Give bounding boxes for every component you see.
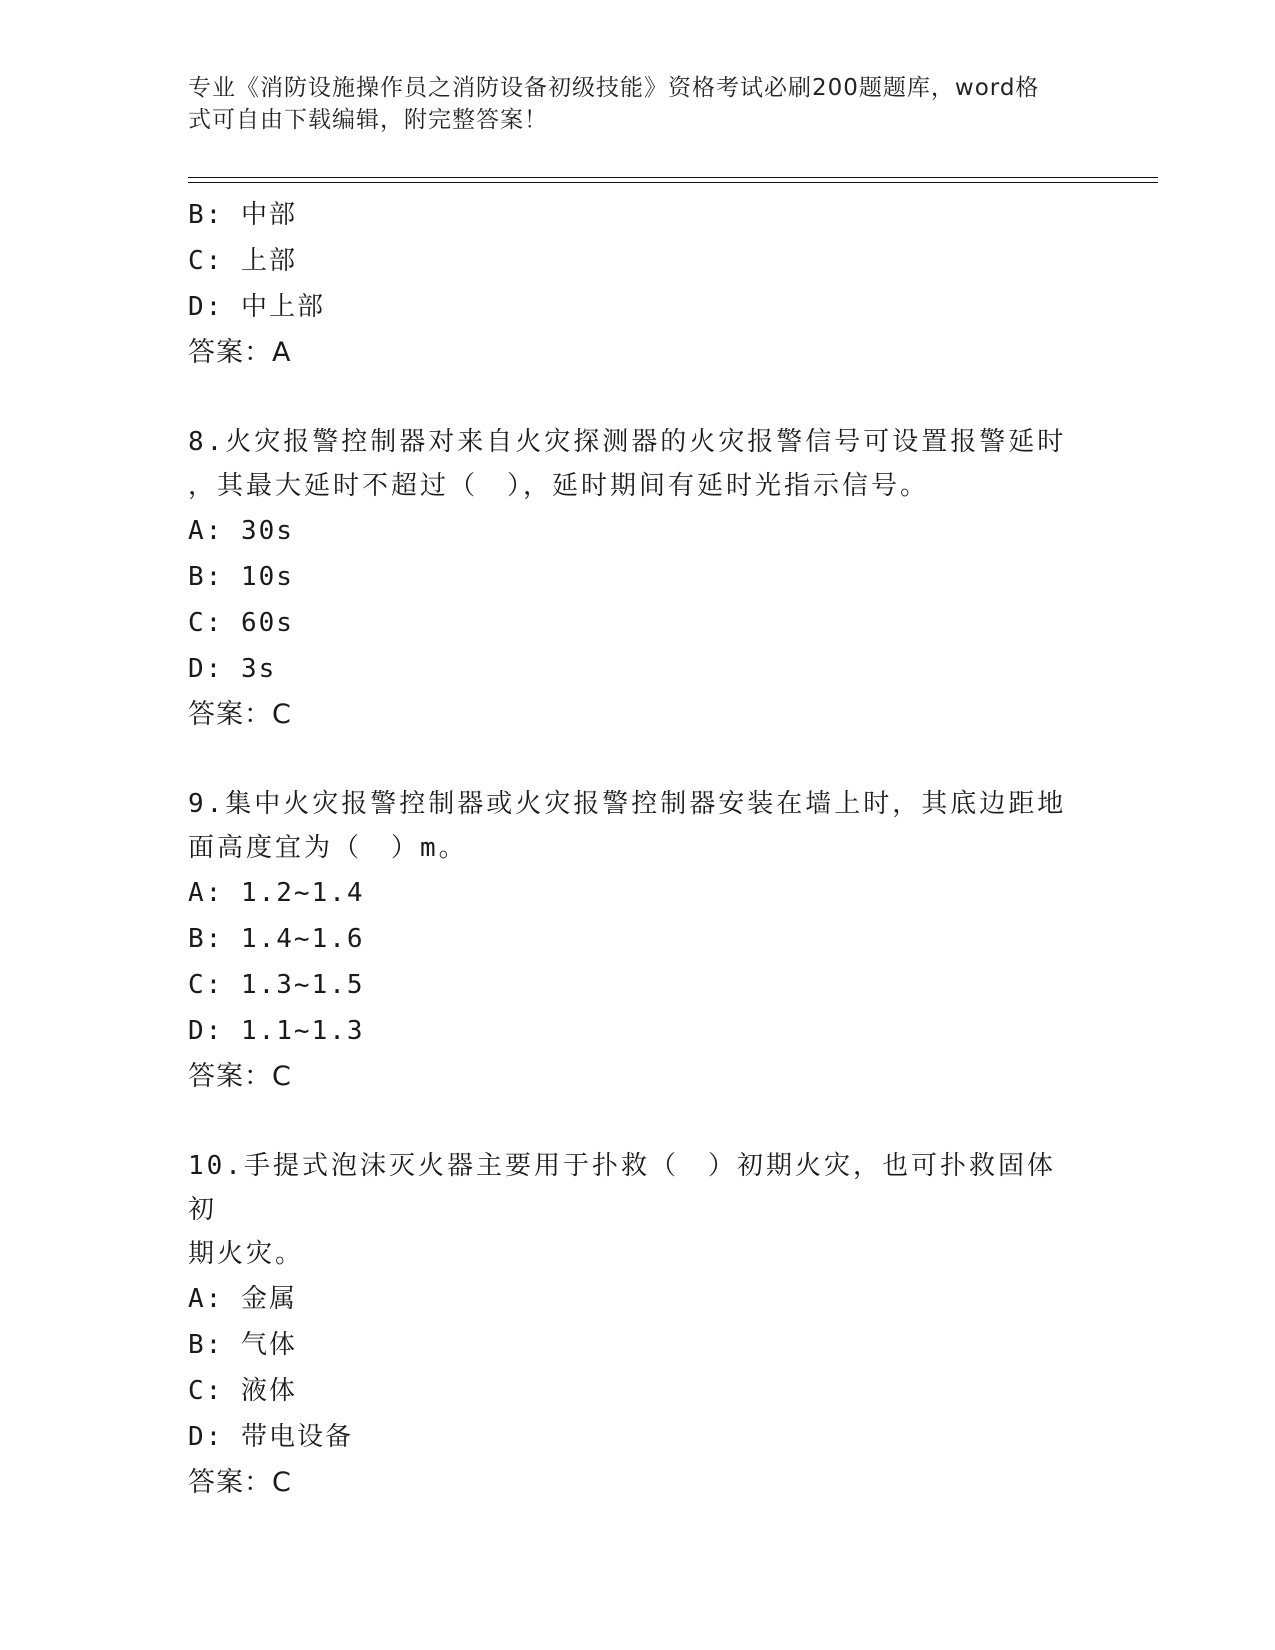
question-stem-line-2: 期火灾。: [188, 1239, 305, 1269]
question-stem-line-2: ，其最大延时不超过（ ），延时期间有延时光指示信号。: [188, 471, 930, 501]
option-c: C: 液体: [188, 1376, 297, 1406]
question-stem-line-1: 9.集中火灾报警控制器或火灾报警控制器安装在墙上时，其底边距地: [188, 789, 1067, 819]
option-a: A: 金属: [188, 1284, 297, 1314]
option-b: B: 1.4~1.6: [188, 924, 365, 954]
header-rule-bottom: [188, 182, 1158, 183]
option-d: D: 1.1~1.3: [188, 1016, 365, 1046]
question-9: [188, 782, 1088, 1100]
header-rule-top: [188, 177, 1158, 178]
question-stem: [188, 782, 1078, 870]
option-c: C: 上部: [188, 246, 297, 276]
option-d: D: 3s: [188, 654, 277, 684]
option-c: C: 60s: [188, 608, 294, 638]
question-stem: [188, 420, 1078, 508]
question-8: [188, 420, 1088, 738]
header-line-2: 式可自由下载编辑，附完整答案！: [188, 107, 548, 133]
option-d: D: 中上部: [188, 292, 325, 322]
option-b: B: 气体: [188, 1330, 297, 1360]
option-a: A: 30s: [188, 516, 294, 546]
option-c: C: 1.3~1.5: [188, 970, 365, 1000]
answer-line: 答案：C: [188, 1061, 292, 1092]
question-stem: [188, 1144, 1078, 1276]
answer-line: 答案：A: [188, 337, 292, 368]
question-stem-line-1: 8.火灾报警控制器对来自火灾探测器的火灾报警信号可设置报警延时: [188, 427, 1067, 457]
option-b: B: 10s: [188, 562, 294, 592]
option-b: B: 中部: [188, 200, 297, 230]
option-a: A: 1.2~1.4: [188, 878, 365, 908]
option-d: D: 带电设备: [188, 1422, 353, 1452]
partial-question: [188, 192, 1088, 376]
answer-line: 答案：C: [188, 1467, 292, 1498]
header-line-1: 专业《消防设施操作员之消防设备初级技能》资格考试必刷200题题库，word格: [188, 75, 1040, 101]
question-10: [188, 1144, 1088, 1506]
question-list: [188, 192, 1088, 1506]
question-stem-line-1: 10.手提式泡沫灭火器主要用于扑救（ ）初期火灾，也可扑救固体初: [188, 1151, 1056, 1225]
question-stem-line-2: 面高度宜为（ ）m。: [188, 833, 468, 863]
page-header: [188, 72, 1078, 136]
answer-line: 答案：C: [188, 699, 292, 730]
